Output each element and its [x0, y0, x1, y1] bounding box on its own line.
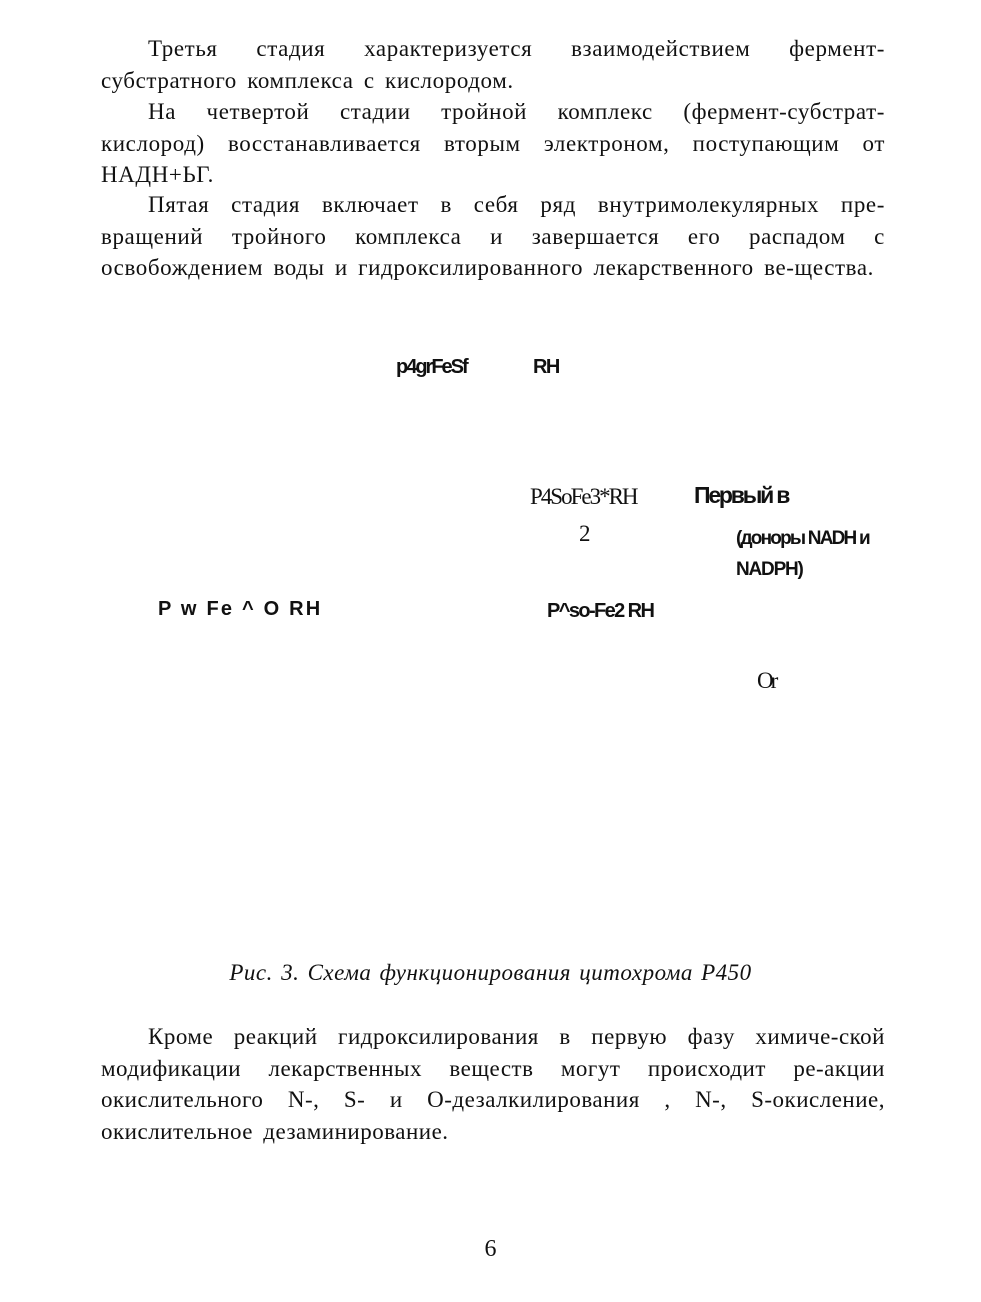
diagram-label-p450-fe3-rh: P4SoFe3*RH [530, 484, 637, 509]
paragraph-other-reactions [101, 1021, 885, 1147]
diagram-label-nadph: NADPH) [736, 559, 803, 580]
diagram-label-p450-fe2-rh: P^so-Fe2 RH [547, 600, 654, 622]
diagram-label-subscript-2: 2 [579, 521, 591, 546]
diagram-label-donors: (доноры NADH и [736, 528, 869, 549]
diagram-label-first-electron: Первый в [694, 482, 789, 508]
paragraph-stage-four-text: На четвертой стадии тройной комплекс (фермент-субстрат-кислород) восстанавливается вторым электроном, поступающим от НАДН+ЬГ. [101, 99, 885, 187]
paragraph-other-reactions-text: Кроме реакций гидроксилирования в первую фазу химиче-ской модификации лекарственных веществ могут происходит ре-акции окислительного N-, S- и О-дезалкилирования , N-, S-окисление, окислительное дезаминирование. [101, 1024, 885, 1144]
page-number: 6 [484, 1236, 497, 1262]
paragraph-stage-five-text: Пятая стадия включает в себя ряд внутримолекулярных пре-вращений тройного комплекса и завершается его распадом с освобождением воды и гидроксилированного лекарственного ве-щества. [101, 192, 885, 280]
diagram-label-oxygen: Or [757, 668, 776, 693]
diagram-label-p450-fe: p4grFeSf [396, 356, 467, 378]
diagram-label-rh: RH [533, 356, 559, 378]
figure-caption: Рис. 3. Схема функционирования цитохрома Р450 [229, 960, 752, 985]
paragraph-stage-three-text: Третья стадия характеризуется взаимодействием фермент-субстратного комплекса с кислородом. [101, 36, 885, 93]
diagram-label-p450-fe-o-rh: P w Fe ^ O RH [158, 598, 323, 620]
